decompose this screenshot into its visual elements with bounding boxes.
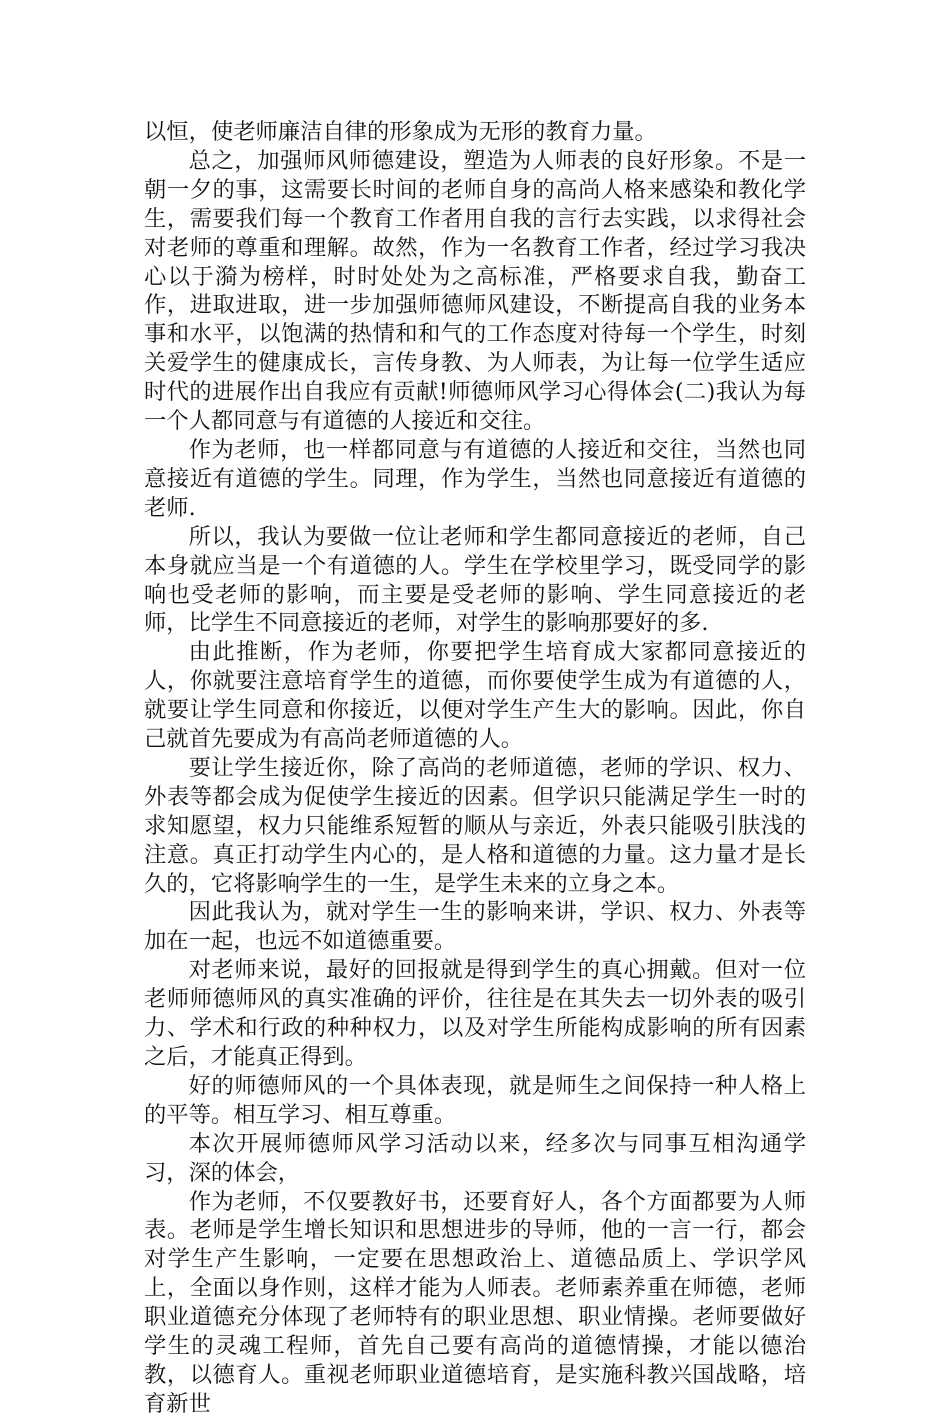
paragraph: 以恒，使老师廉洁自律的形象成为无形的教育力量。 — [144, 119, 657, 145]
paragraph: 作为老师，不仅要教好书，还要育好人，各个方面都要为人师表。老师是学生增长知识和思想进步的导师，他的一言一行，都会对学生产生影响，一定要在思想政治上、道德品质上、学识学风上，全面以身作则，这样才能为人师表。老师素养重在师德，老师职业道德充分体现了老师特有的职业思想、职业情操。老师要做好学生的灵魂工程师，首先自己要有高尚的道德情操，才能以德治教，以德育人。重视老师职业道德培育，是实施科教兴国战略，培育新世 — [144, 1188, 806, 1417]
paragraph: 好的师德师风的一个具体表现，就是师生之间保持一种人格上的平等。相互学习、相互尊重。 — [144, 1072, 806, 1128]
paragraph: 总之，加强师风师德建设，塑造为人师表的良好形象。不是一朝一夕的事，这需要长时间的老师自身的高尚人格来感染和教化学生，需要我们每一个教育工作者用自我的言行去实践，以求得社会对老师的尊重和理解。故然，作为一名教育工作者，经过学习我决心以于漪为榜样，时时处处为之高标准，严格要求自我，勤奋工作，进取进取，进一步加强师德师风建设，不断提高自我的业务本事和水平，以饱满的热情和和气的工作态度对待每一个学生，时刻关爱学生的健康成长，言传身教、为人师表，为让每一位学生适应时代的进展作出自我应有贡献!师德师风学习心得体会(二)我认为每一个人都同意与有道德的人接近和交往。 — [144, 147, 806, 435]
paragraph: 对老师来说，最好的回报就是得到学生的真心拥戴。但对一位老师师德师风的真实准确的评价，往往是在其失去一切外表的吸引力、学术和行政的种种权力，以及对学生所能构成影响的所有因素之后，才能真正得到。 — [144, 957, 806, 1070]
document-body — [144, 118, 806, 1419]
paragraph: 作为老师，也一样都同意与有道德的人接近和交往，当然也同意接近有道德的学生。同理，作为学生，当然也同意接近有道德的老师. — [144, 436, 806, 521]
paragraph: 本次开展师德师风学习活动以来，经多次与同事互相沟通学习，深的体会， — [144, 1130, 806, 1186]
paragraph: 所以，我认为要做一位让老师和学生都同意接近的老师，自己本身就应当是一个有道德的人。学生在学校里学习，既受同学的影响也受老师的影响，而主要是受老师的影响、学生同意接近的老师，比学生不同意接近的老师，对学生的影响那要好的多. — [144, 523, 806, 637]
paragraph: 由此推断，作为老师，你要把学生培育成大家都同意接近的人，你就要注意培育学生的道德，而你要使学生成为有道德的人，就要让学生同意和你接近，以便对学生产生大的影响。因此，你自己就首先要成为有高尚老师道德的人。 — [144, 639, 806, 753]
paragraph: 因此我认为，就对学生一生的影响来讲，学识、权力、外表等加在一起，也远不如道德重要。 — [144, 899, 806, 955]
paragraph: 要让学生接近你，除了高尚的老师道德，老师的学识、权力、外表等都会成为促使学生接近的因素。但学识只能满足学生一时的求知愿望，权力只能维系短暂的顺从与亲近，外表只能吸引肤浅的注意。真正打动学生内心的，是人格和道德的力量。这力量才是长久的，它将影响学生的一生，是学生未来的立身之本。 — [144, 754, 806, 897]
